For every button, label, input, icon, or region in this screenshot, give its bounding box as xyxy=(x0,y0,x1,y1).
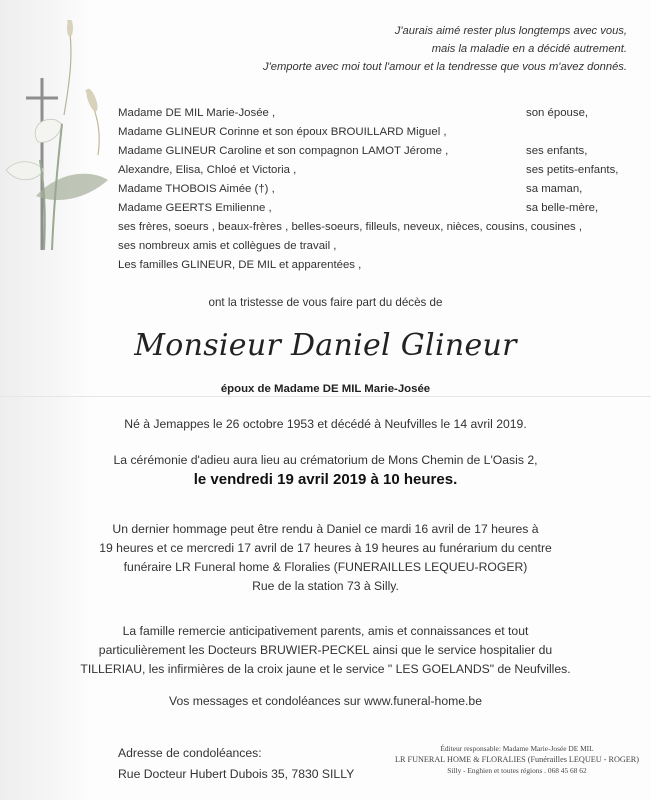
homage-paragraph xyxy=(0,520,651,596)
address-value: Rue Docteur Hubert Dubois 35, 7830 SILLY xyxy=(118,767,355,781)
ceremony-date: le vendredi 19 avril 2019 à 10 heures. xyxy=(193,471,458,488)
family-row xyxy=(118,123,598,142)
homage-line: Un dernier hommage peut être rendu à Daniel ce mardi 16 avril de 17 heures à xyxy=(112,522,539,536)
condolence-address xyxy=(118,743,354,785)
fold-line xyxy=(0,396,651,397)
family-relation: ses enfants, xyxy=(526,145,588,157)
homage-line: 19 heures et ce mercredi 17 avril de 17 heures à 19 heures au funérarium du centre xyxy=(99,541,552,555)
address-label: Adresse de condoléances: xyxy=(118,746,262,760)
publisher-company: LR FUNERAL HOME & FLORALIES (Funérailles LEQUEU - ROGER) xyxy=(395,755,639,764)
quote-line: J'aurais aimé rester plus longtemps avec vous, xyxy=(394,25,627,37)
thanks-line: particulièrement les Docteurs BRUWIER-PECKEL ainsi que le service hospitalier du xyxy=(98,643,553,657)
family-member-name: Madame THOBOIS Aimée (†) , xyxy=(118,183,275,195)
homage-line: funéraire LR Funeral home & Floralies (FUNERAILLES LEQUEU-ROGER) xyxy=(123,560,528,574)
announcement-text: ont la tristesse de vous faire part du décès de xyxy=(208,296,443,309)
family-row xyxy=(118,104,598,123)
birth-death-text: Né à Jemappes le 26 octobre 1953 et décédé à Neufvilles le 14 avril 2019. xyxy=(124,417,527,431)
family-list xyxy=(118,104,619,275)
family-extra-line: Les familles GLINEUR, DE MIL et apparentées , xyxy=(118,259,362,271)
publisher-responsible: Éditeur responsable: Madame Marie-Josée DE MIL xyxy=(440,744,594,753)
family-row xyxy=(118,199,598,218)
condolence-website-text: Vos messages et condoléances sur www.funeral-home.be xyxy=(169,694,482,708)
family-member-name: Madame GEERTS Emilienne , xyxy=(118,202,272,214)
birth-death-line xyxy=(0,415,651,434)
thanks-line: La famille remercie anticipativement parents, amis et connaissances et tout xyxy=(122,624,529,638)
family-relation: sa maman, xyxy=(526,183,583,195)
family-row xyxy=(118,180,598,199)
family-member-name: Madame GLINEUR Caroline et son compagnon LAMOT Jérome , xyxy=(118,145,449,157)
family-extra-line: ses frères, soeurs , beaux-frères , belles-soeurs, filleuls, neveux, nièces, cousins, cousines , xyxy=(118,221,583,233)
publisher-contact: Silly - Enghien et toutes régions . 068 45 68 62 xyxy=(447,766,587,775)
quote-line: mais la maladie en a décidé autrement. xyxy=(431,43,627,55)
family-relation: sa belle-mère, xyxy=(526,202,599,214)
homage-line: Rue de la station 73 à Silly. xyxy=(252,579,399,593)
thanks-paragraph xyxy=(0,622,651,679)
family-member-name: Madame DE MIL Marie-Josée , xyxy=(118,107,276,119)
condolence-website-line xyxy=(0,692,651,711)
quote-line: J'emporte avec moi tout l'amour et la tendresse que vous m'avez donnés. xyxy=(263,61,627,73)
thanks-line: TILLERIAU, les infirmières de la croix jaune et le service " LES GOELANDS" de Neufvilles. xyxy=(80,662,571,676)
family-relation: ses petits-enfants, xyxy=(526,164,619,176)
ceremony-location xyxy=(0,451,651,470)
spouse-line: époux de Madame DE MIL Marie-Josée xyxy=(220,383,431,395)
family-member-name: Alexandre, Elisa, Chloé et Victoria , xyxy=(118,164,297,176)
publisher-info xyxy=(382,743,651,776)
farewell-quote xyxy=(207,22,627,76)
family-extra-line: ses nombreux amis et collègues de travail , xyxy=(118,240,337,252)
deceased-name: Monsieur Daniel Glineur xyxy=(134,328,517,363)
family-row xyxy=(118,142,598,161)
family-member-name: Madame GLINEUR Corinne et son époux BROUILLARD Miguel , xyxy=(118,126,447,138)
family-row xyxy=(118,161,619,180)
ceremony-line: La cérémonie d'adieu aura lieu au crématorium de Mons Chemin de L'Oasis 2, xyxy=(113,453,538,467)
family-relation: son épouse, xyxy=(526,107,589,119)
calla-lily-cross-illustration xyxy=(0,20,120,250)
